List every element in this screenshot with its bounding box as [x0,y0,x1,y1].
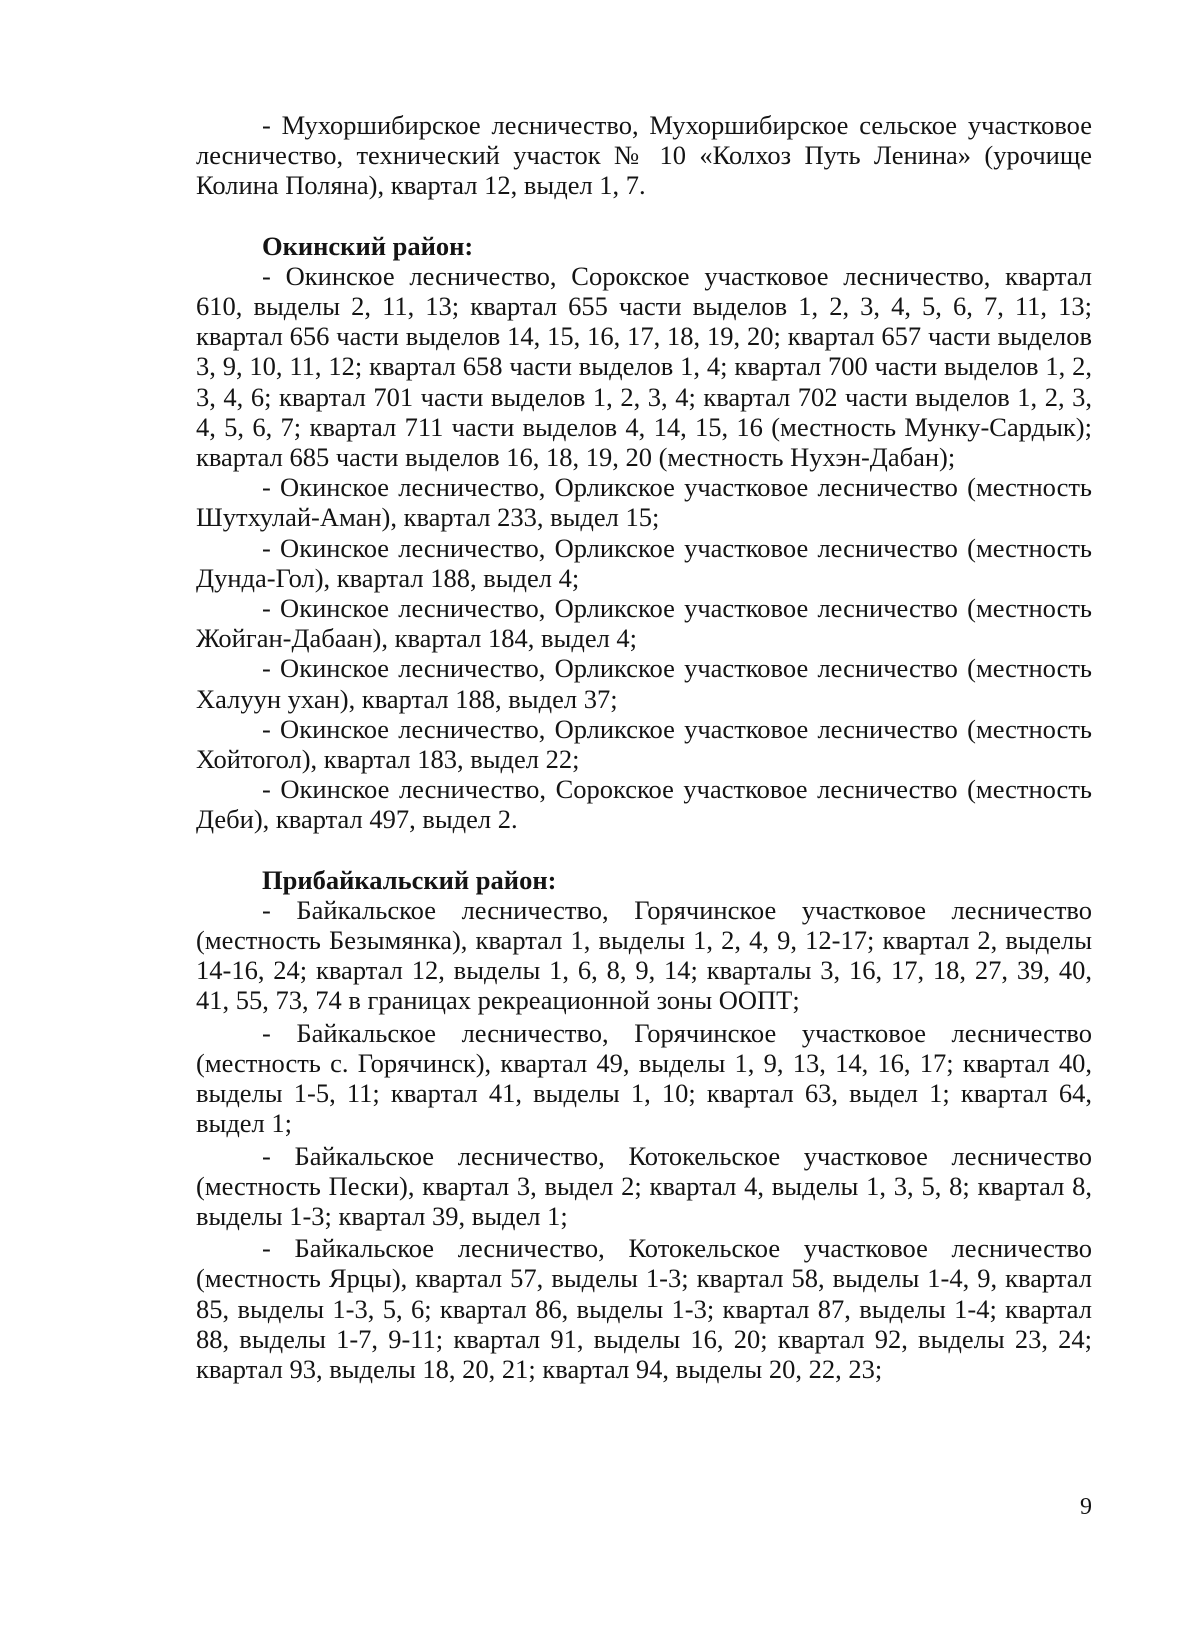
section-pribaikalsky [196,865,1092,1384]
section-heading: Окинский район: [262,230,474,261]
list-item: - Байкальское лесничество, Котокельское участковое лесничество (местность Ярцы), квартал 57, выделы 1-3; квартал 58, выделы 1-4, 9, квартал 85, выделы 1-3, 5, 6; квартал 86, выделы 1-3; квартал 87, выделы 1-4; квартал 88, выделы 1-7, 9-11; квартал 91, выделы 16, 20; квартал 92, выделы 23, 24; квартал 93, выделы 18, 20, 21; квартал 94, выделы 20, 22, 23; [196,1233,1092,1384]
list-item: - Окинское лесничество, Орликское участковое лесничество (местность Жойган-Дабаан), квартал 184, выдел 4; [196,593,1092,654]
list-item: - Окинское лесничество, Орликское участковое лесничество (местность Хойтогол), квартал 183, выдел 22; [196,713,1092,775]
intro-paragraph: - Мухоршибирское лесничество, Мухоршибирское сельское участковое лесничество, технический участок № 10 «Колхоз Путь Ленина» (урочище Колина Поляна), квартал 12, выдел 1, 7. [196,110,1092,201]
list-item: - Окинское лесничество, Сорокское участковое лесничество (местность Деби), квартал 497, выдел 2. [196,774,1092,835]
list-item: - Байкальское лесничество, Котокельское участковое лесничество (местность Пески), квартал 3, выдел 2; квартал 4, выделы 1, 3, 5, 8; квартал 8, выделы 1-3; квартал 39, выдел 1; [196,1140,1092,1231]
section-okinsky [196,231,1092,835]
document-page [196,110,1092,1384]
list-item: - Байкальское лесничество, Горячинское участковое лесничество (местность Безымянка), квартал 1, выделы 1, 2, 4, 9, 12-17; квартал 2, выделы 14-16, 24; квартал 12, выделы 1, 6, 8, 9, 14; кварталы 3, 16, 17, 18, 27, 39, 40, 41, 55, 73, 74 в границах рекреационной зоны ООПТ; [196,894,1092,1016]
list-item: - Окинское лесничество, Сорокское участковое лесничество, квартал 610, выделы 2, 11, 13; квартал 655 части выделов 1, 2, 3, 4, 5, 6, 7, 11, 13; квартал 656 части выделов 14, 15, 16, 17, 18, 19, 20; квартал 657 части выделов 3, 9, 10, 11, 12; квартал 658 части выделов 1, 4; квартал 700 части выделов 1, 2, 3, 4, 6; квартал 701 части выделов 1, 2, 3, 4; квартал 702 части выделов 1, 2, 3, 4, 5, 6, 7; квартал 711 части выделов 4, 14, 15, 16 (местность Мунку-Сардык); квартал 685 части выделов 16, 18, 19, 20 (местность Нухэн-Дабан); [196,260,1092,473]
list-item: - Окинское лесничество, Орликское участковое лесничество (местность Дунда-Гол), квартал 188, выдел 4; [196,532,1092,593]
list-item: - Окинское лесничество, Орликское участковое лесничество (местность Халуун ухан), квартал 188, выдел 37; [196,653,1092,714]
list-item: - Байкальское лесничество, Горячинское участковое лесничество (местность с. Горячинск), квартал 49, выделы 1, 9, 13, 14, 16, 17; квартал 40, выделы 1-5, 11; квартал 41, выделы 1, 10; квартал 63, выдел 1; квартал 64, выдел 1; [196,1017,1092,1139]
section-heading: Прибайкальский район: [262,864,557,895]
page-number: 9 [1080,1494,1092,1520]
list-item: - Окинское лесничество, Орликское участковое лесничество (местность Шутхулай-Аман), квартал 233, выдел 15; [196,472,1092,533]
